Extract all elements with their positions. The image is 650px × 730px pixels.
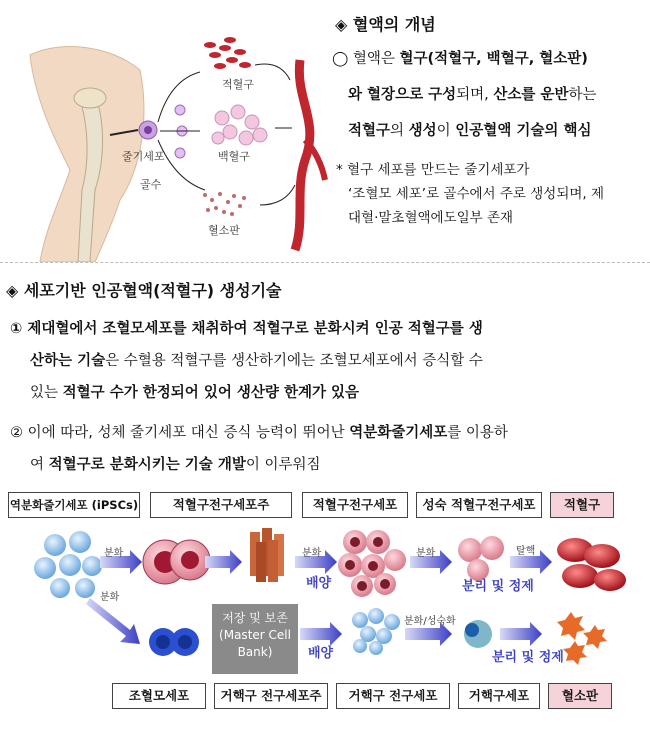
figure-label-marrow: 골수 xyxy=(140,178,162,191)
box-rbc-progenitor: 적혈구전구세포 xyxy=(302,492,408,518)
concept-line-2: 와 혈장으로 구성되며, 산소를 운반하는 xyxy=(348,87,597,103)
box-platelet: 혈소판 xyxy=(548,683,612,709)
label-diff-3: 분화 xyxy=(416,548,436,559)
concept-note-3: 대혈·말초혈액에도일부 존재 xyxy=(348,210,514,226)
box-mk-progenitor-line: 거핵구 전구세포주 xyxy=(214,683,328,709)
box-megakaryocyte: 거핵구세포 xyxy=(458,683,540,709)
box-rbc-progenitor-line: 적혈구전구세포주 xyxy=(150,492,292,518)
box-ipsc: 역분화줄기세포 (iPSCs) xyxy=(8,492,140,518)
label-diff-2: 분화 xyxy=(302,548,322,559)
label-diff-mature: 분화/성숙화 xyxy=(404,616,456,627)
label-enucleation: 탈핵 xyxy=(516,546,536,557)
label-culture-1: 배양 xyxy=(306,576,332,591)
label-separate-1: 분리 및 정제 xyxy=(462,579,534,594)
concept-note-2: ‘조혈모 세포’로 골수에서 주로 생성되며, 제 xyxy=(348,186,605,202)
figure-label-stem-cell: 줄기세포 xyxy=(122,150,165,163)
label-diff-1: 분화 xyxy=(104,548,124,559)
blood-cell-figure xyxy=(0,0,330,262)
box-hsc: 조혈모세포 xyxy=(112,683,206,709)
storage-line-2: (Master Cell xyxy=(219,628,291,642)
para1-line-1: ① 제대혈에서 조혈모세포를 채취하여 적혈구로 분화시켜 인공 적혈구를 생 xyxy=(10,321,483,337)
para1-line-3: 있는 적혈구 수가 한정되어 있어 생산량 한계가 있음 xyxy=(30,385,360,401)
box-mk-progenitor: 거핵구 전구세포 xyxy=(336,683,450,709)
concept-note-1: * 혈구 세포를 만드는 줄기세포가 xyxy=(336,162,530,178)
box-mature-rbc-progenitor: 성숙 적혈구전구세포 xyxy=(416,492,542,518)
master-cell-bank-box xyxy=(212,604,298,674)
figure-label-platelet: 혈소판 xyxy=(208,224,240,237)
concept-line-1: ◯ 혈액은 혈구(적혈구, 백혈구, 혈소판) xyxy=(332,51,588,67)
section2-title: ◈ 세포기반 인공혈액(적혈구) 생성기술 xyxy=(6,281,282,300)
concept-title: ◈ 혈액의 개념 xyxy=(335,15,436,34)
figure-label-rbc: 적혈구 xyxy=(222,78,254,91)
storage-line-3: Bank) xyxy=(237,645,273,659)
para2-line-1: ② 이에 따라, 성체 줄기세포 대신 증식 능력이 뛰어난 역분화줄기세포를 이용하 xyxy=(10,425,508,441)
figure-label-wbc: 백혈구 xyxy=(218,150,250,163)
label-culture-2: 배양 xyxy=(308,646,334,661)
para1-line-2: 산하는 기술은 수혈용 적혈구를 생산하기에는 조혈모세포에서 증식할 수 xyxy=(30,353,483,369)
label-separate-2: 분리 및 정제 xyxy=(492,650,564,665)
label-diff-4: 분화 xyxy=(100,592,120,603)
concept-line-3: 적혈구의 생성이 인공혈액 기술의 핵심 xyxy=(348,123,592,139)
para2-line-2: 여 적혈구로 분화시키는 기술 개발이 이루워짐 xyxy=(30,457,321,473)
box-rbc: 적혈구 xyxy=(550,492,614,518)
storage-line-1: 저장 및 보존 xyxy=(222,611,288,625)
